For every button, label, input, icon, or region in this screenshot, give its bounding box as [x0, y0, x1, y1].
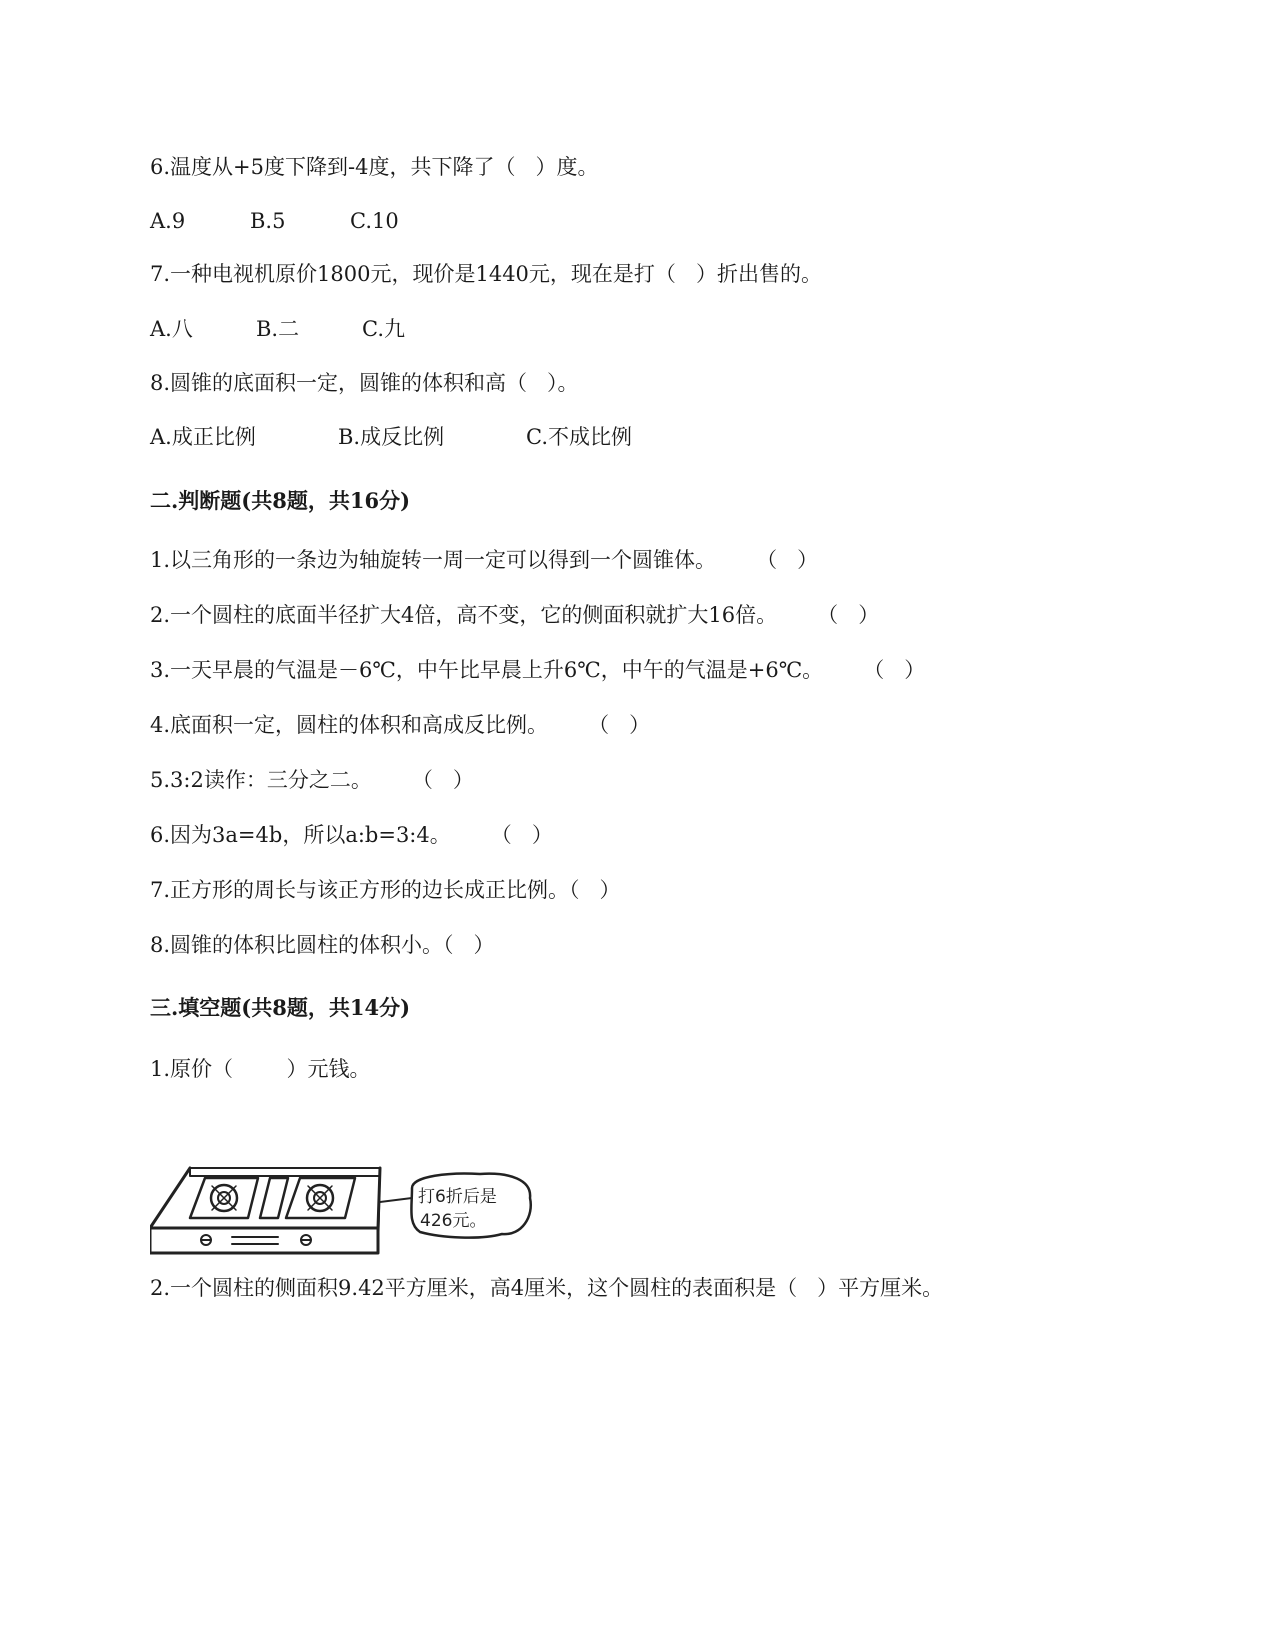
option-c: C.九: [362, 317, 405, 341]
price-tag-line-2: 426元。: [420, 1211, 487, 1231]
section-heading-judge: 二.判断题(共8题，共16分): [150, 488, 411, 513]
judge-item-3: 3.一天早晨的气温是－6℃，中午比早晨上升6℃，中午的气温是+6℃。 （ ）: [150, 658, 926, 682]
middle-slot: [260, 1178, 288, 1218]
judge-item-4: 4.底面积一定，圆柱的体积和高成反比例。 （ ）: [150, 713, 651, 737]
judge-item-8: 8.圆锥的体积比圆柱的体积小。（ ）: [150, 933, 495, 957]
judge-item-6: 6.因为3a=4b，所以a:b=3:4。 （ ）: [150, 823, 553, 847]
option-a: A.八: [150, 317, 193, 341]
section-heading-fill: 三.填空题(共8题，共14分): [150, 995, 411, 1020]
fill-question-1: 1.原价（ ）元钱。: [150, 1057, 371, 1081]
option-b: B.成反比例: [338, 425, 445, 449]
option-c: C.不成比例: [526, 425, 632, 449]
option-b: B.5: [250, 209, 286, 233]
judge-item-2: 2.一个圆柱的底面半径扩大4倍，高不变，它的侧面积就扩大16倍。 （ ）: [150, 603, 880, 627]
option-b: B.二: [256, 317, 300, 341]
judge-item-1: 1.以三角形的一条边为轴旋转一周一定可以得到一个圆锥体。 （ ）: [150, 548, 819, 572]
mc-question-7: 7.一种电视机原价1800元，现价是1440元，现在是打（ ）折出售的。: [150, 262, 822, 286]
gas-stove-illustration: [150, 1158, 550, 1268]
mc-question-8: 8.圆锥的底面积一定，圆锥的体积和高（ ）。: [150, 371, 579, 395]
fill-question-2: 2.一个圆柱的侧面积9.42平方厘米，高4厘米，这个圆柱的表面积是（ ）平方厘米。: [150, 1276, 944, 1300]
mc-question-6: 6.温度从+5度下降到-4度，共下降了（ ）度。: [150, 155, 599, 179]
option-a: A.成正比例: [150, 425, 256, 449]
option-c: C.10: [350, 209, 399, 233]
stove-front: [150, 1228, 378, 1253]
judge-item-7: 7.正方形的周长与该正方形的边长成正比例。（ ）: [150, 878, 621, 902]
option-a: A.9: [150, 209, 186, 233]
judge-item-5: 5.3:2读作：三分之二。 （ ）: [150, 768, 474, 792]
price-tag-line-1: 打6折后是: [418, 1187, 497, 1207]
